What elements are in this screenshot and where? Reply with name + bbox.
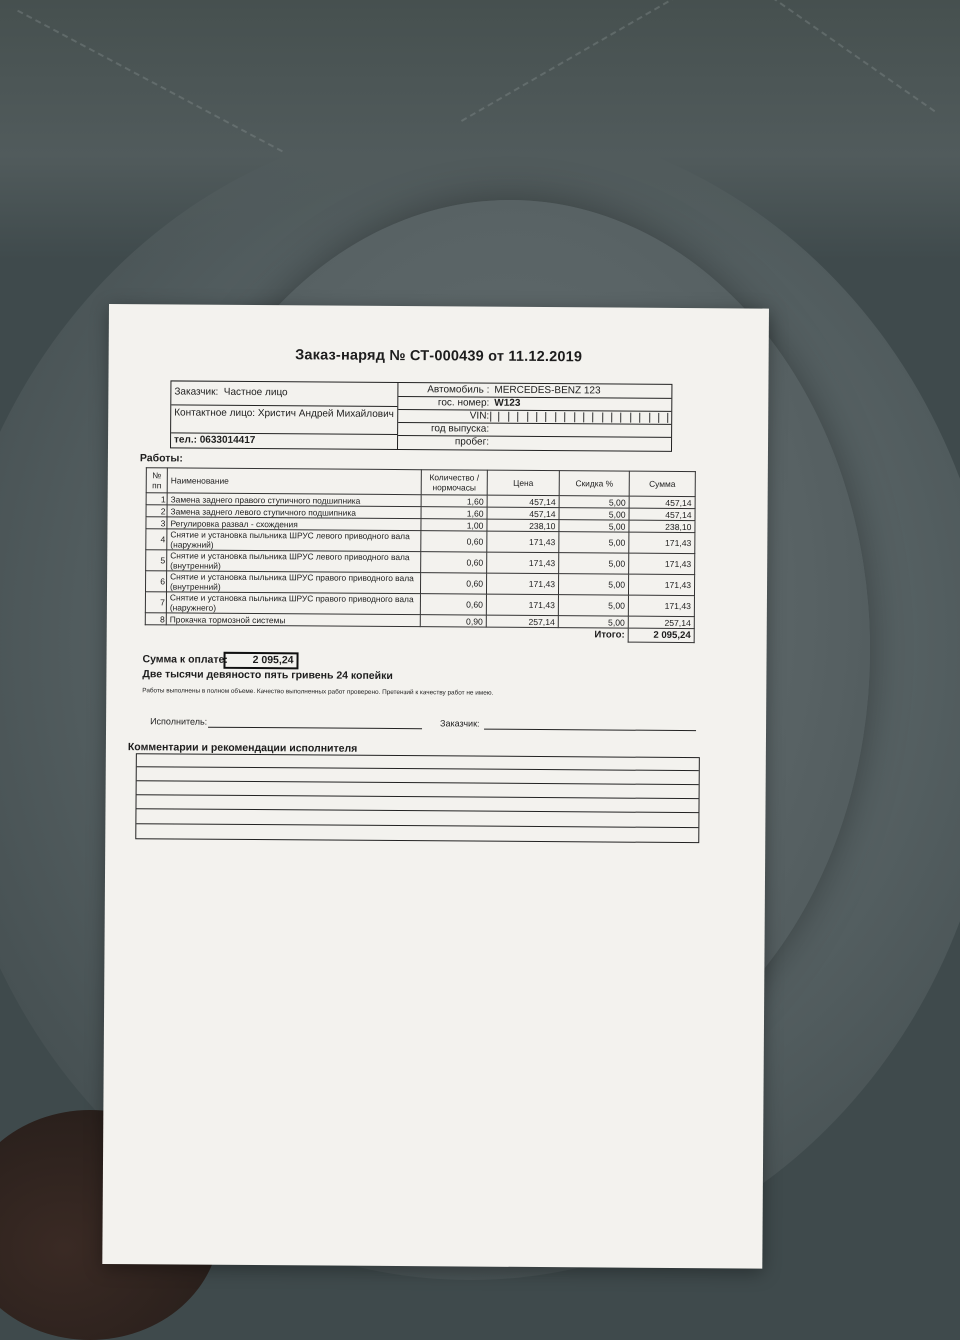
to-pay-label: Сумма к оплате:: [142, 653, 228, 666]
row-sum: 171,43: [629, 532, 695, 553]
works-table-header: [146, 468, 695, 497]
executor-signature-line: [208, 727, 422, 729]
row-discount: 5,00: [559, 520, 629, 532]
row-qty: 0,60: [421, 552, 487, 573]
customer-signature-label: Заказчик:: [440, 718, 480, 729]
row-sum: 457,14: [629, 496, 695, 508]
row-qty: 1,60: [421, 495, 487, 507]
year-label: год выпуска:: [430, 423, 490, 435]
row-number: 8: [145, 613, 166, 625]
row-price: 171,43: [487, 552, 559, 574]
row-name: Снятие и установка пыльника ШРУС правого приводного вала (внутренний): [166, 571, 420, 594]
vin-boxes: [490, 412, 668, 423]
row-qty: 0,60: [420, 594, 486, 615]
plate-label: гос. номер:: [437, 397, 490, 409]
amount-in-words: Две тысячи девяносто пять гривень 24 копейки: [142, 668, 393, 682]
row-price: 171,43: [486, 573, 558, 595]
row-discount: 5,00: [559, 508, 629, 520]
phone-value: 0633014417: [199, 434, 256, 447]
row-price: 171,43: [486, 594, 558, 616]
executor-signature-label: Исполнитель:: [150, 716, 208, 727]
row-qty: 0,60: [421, 531, 487, 552]
row-price: 171,43: [487, 531, 559, 553]
comment-line: [137, 794, 699, 799]
phone-label: тел.:: [174, 434, 198, 446]
row-discount: 5,00: [558, 574, 628, 595]
customer-label: Заказчик:: [174, 386, 219, 398]
row-discount: 5,00: [558, 616, 628, 628]
row-discount: 5,00: [559, 532, 629, 553]
contact-value: Христич Андрей Михайлович: [257, 408, 394, 420]
row-qty: 0,90: [420, 615, 486, 627]
col-price: Цена: [487, 470, 559, 496]
row-name: Снятие и установка пыльника ШРУС левого приводного вала (внутренний): [167, 550, 421, 573]
row-price: 457,14: [487, 507, 559, 520]
mileage-cell: [398, 436, 671, 451]
car-label: Автомобиль :: [427, 384, 490, 396]
vin-label: VIN:: [469, 410, 490, 422]
plate-value: W123: [494, 397, 521, 409]
row-sum: 171,43: [629, 553, 695, 574]
total-row: [145, 625, 694, 643]
col-discount: Скидка %: [559, 471, 629, 496]
customer-column: [171, 381, 398, 449]
mileage-label: пробег:: [454, 436, 490, 448]
comments-box: [135, 753, 700, 843]
comment-line: [137, 766, 699, 771]
phone-cell: [171, 433, 397, 449]
row-number: 2: [146, 505, 167, 517]
contact-cell: [171, 405, 397, 435]
vehicle-column: [398, 383, 671, 451]
row-number: 3: [146, 517, 167, 529]
row-sum: 457,14: [629, 508, 695, 520]
comment-line: [136, 808, 698, 813]
row-discount: 5,00: [559, 496, 629, 508]
col-qty: Количество / нормочасы: [421, 470, 487, 495]
row-discount: 5,00: [559, 553, 629, 574]
row-discount: 5,00: [558, 595, 628, 616]
car-value: MERCEDES-BENZ 123: [494, 384, 601, 397]
row-name: Замена заднего левого ступичного подшипника: [167, 505, 421, 519]
row-price: 238,10: [487, 519, 559, 532]
col-name: Наименование: [167, 468, 421, 495]
comments-title: Комментарии и рекомендации исполнителя: [127, 741, 358, 755]
comment-line: [137, 780, 699, 785]
row-number: 1: [146, 493, 167, 505]
row-number: 7: [145, 592, 166, 613]
row-price: 457,14: [487, 495, 559, 508]
row-name: Регулировка развал - схождения: [167, 517, 421, 531]
row-sum: 171,43: [628, 574, 694, 595]
customer-signature-line: [484, 729, 696, 731]
contact-label: Контактное лицо:: [174, 407, 256, 420]
col-num: № пп: [146, 468, 167, 493]
works-section-label: Работы:: [139, 452, 183, 465]
work-order-paper: [102, 304, 769, 1269]
col-sum: Сумма: [629, 471, 695, 496]
row-name: Снятие и установка пыльника ШРУС левого приводного вала (наружний): [167, 529, 421, 552]
total-label: Итого:: [594, 629, 625, 641]
row-name: Замена заднего правого ступичного подшипника: [167, 493, 421, 507]
row-qty: 0,60: [420, 573, 486, 594]
row-number: 5: [146, 550, 167, 571]
row-qty: 1,00: [421, 519, 487, 531]
to-pay-value: 2 095,24: [223, 652, 298, 670]
customer-cell: [171, 381, 397, 407]
row-sum: 238,10: [629, 520, 695, 532]
row-sum: 257,14: [628, 616, 694, 628]
total-value: 2 095,24: [628, 628, 694, 642]
row-sum: 171,43: [628, 595, 694, 616]
customer-value: Частное лицо: [223, 386, 288, 399]
row-number: 6: [145, 571, 166, 592]
row-name: Прокачка тормозной системы: [166, 613, 420, 627]
comment-line: [136, 823, 698, 828]
works-table: [145, 467, 696, 643]
document-title: Заказ-наряд № СТ-000439 от 11.12.2019: [295, 347, 583, 366]
row-number: 4: [146, 529, 167, 550]
row-name: Снятие и установка пыльника ШРУС правого приводного вала (наружнего): [166, 592, 420, 615]
row-price: 257,14: [486, 615, 558, 628]
header-info-table: [170, 380, 672, 452]
row-qty: 1,60: [421, 507, 487, 519]
acceptance-note: Работы выполнены в полном объеме. Качество выполненных работ проверено. Претензий к качеству работ не имею.: [142, 687, 494, 697]
